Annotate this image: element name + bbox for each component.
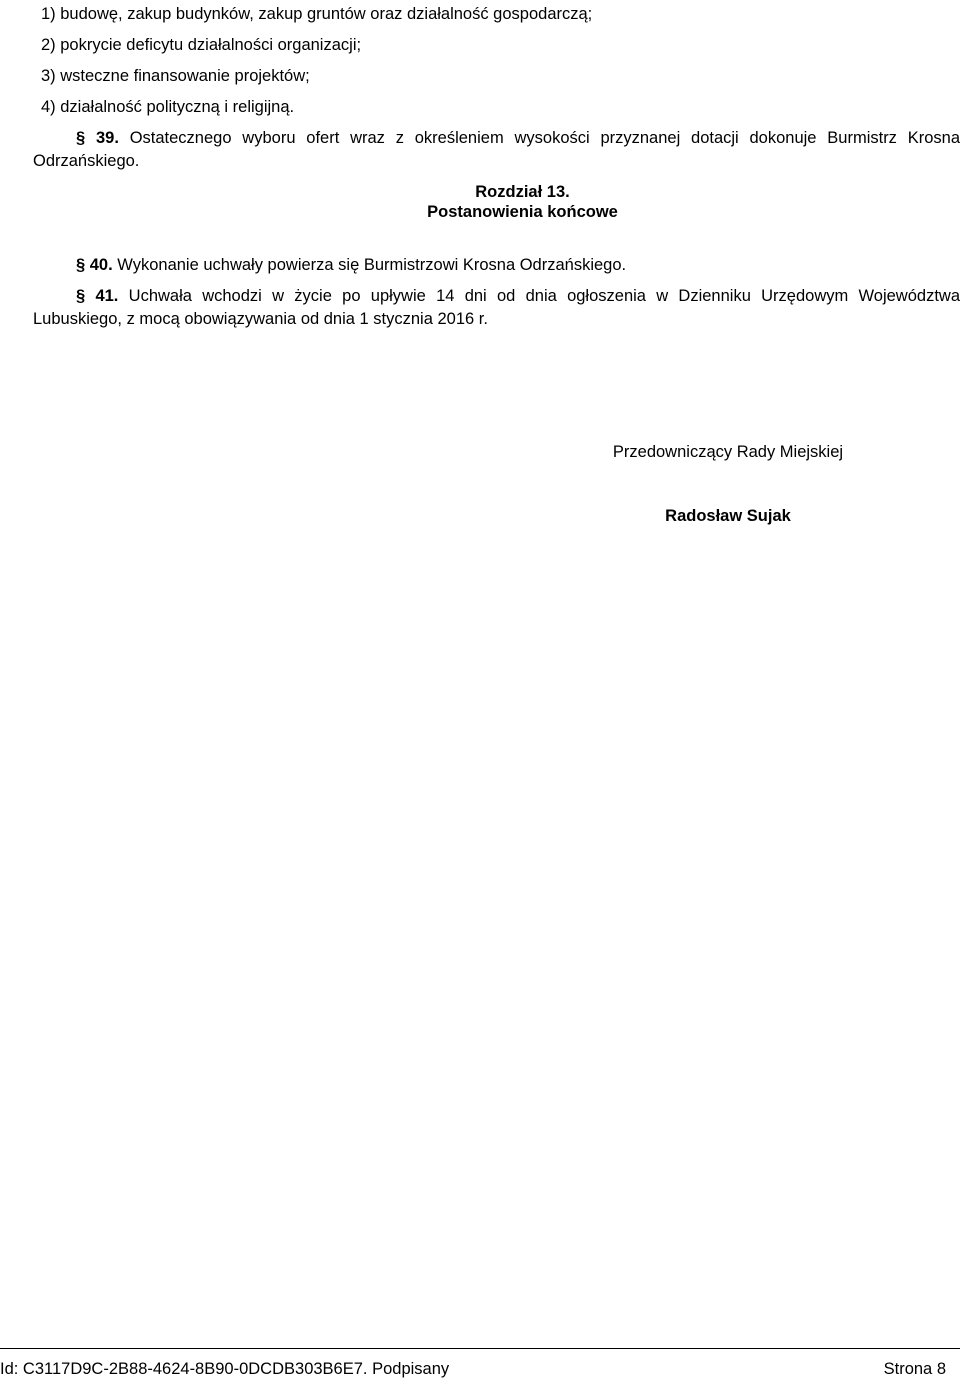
paragraph-40 (76, 255, 626, 275)
chapter-title: Rozdział 13. (475, 183, 570, 201)
signature-role: Przedowniczący Rady Miejskiej (612, 443, 844, 461)
footer-page-number: Strona 8 (883, 1360, 946, 1378)
list-item: 4) działalność polityczną i religijną. (41, 98, 295, 116)
paragraph-text: Uchwała wchodzi w życie po upływie 14 dni od dnia ogłoszenia w Dzienniku Urzędowym Województwa (128, 287, 960, 305)
paragraph-number: § 39. (76, 129, 119, 147)
paragraph-text: Wykonanie uchwały powierza się Burmistrzowi Krosna Odrzańskiego. (117, 256, 627, 274)
list-item: 1) budowę, zakup budynków, zakup gruntów oraz działalność gospodarczą; (41, 5, 593, 23)
paragraph-text: Ostatecznego wyboru ofert wraz z określeniem wysokości przyznanej dotacji dokonuje Burmistrz Krosna (129, 129, 960, 147)
paragraph-number: § 41. (76, 287, 119, 305)
list-item: 2) pokrycie deficytu działalności organizacji; (41, 36, 362, 54)
paragraph-41-line1 (76, 286, 960, 306)
paragraph-41-line2: Lubuskiego, z mocą obowiązywania od dnia 1 stycznia 2016 r. (33, 310, 488, 328)
footer-document-id: Id: C3117D9C-2B88-4624-8B90-0DCDB303B6E7. Podpisany (0, 1360, 450, 1378)
paragraph-39-line1 (76, 128, 960, 148)
chapter-subtitle: Postanowienia końcowe (427, 203, 618, 221)
paragraph-number: § 40. (76, 256, 113, 274)
signature-name: Radosław Sujak (665, 507, 791, 525)
paragraph-39-line2: Odrzańskiego. (33, 152, 140, 170)
list-item: 3) wsteczne finansowanie projektów; (41, 67, 310, 85)
footer-divider (0, 1348, 960, 1349)
